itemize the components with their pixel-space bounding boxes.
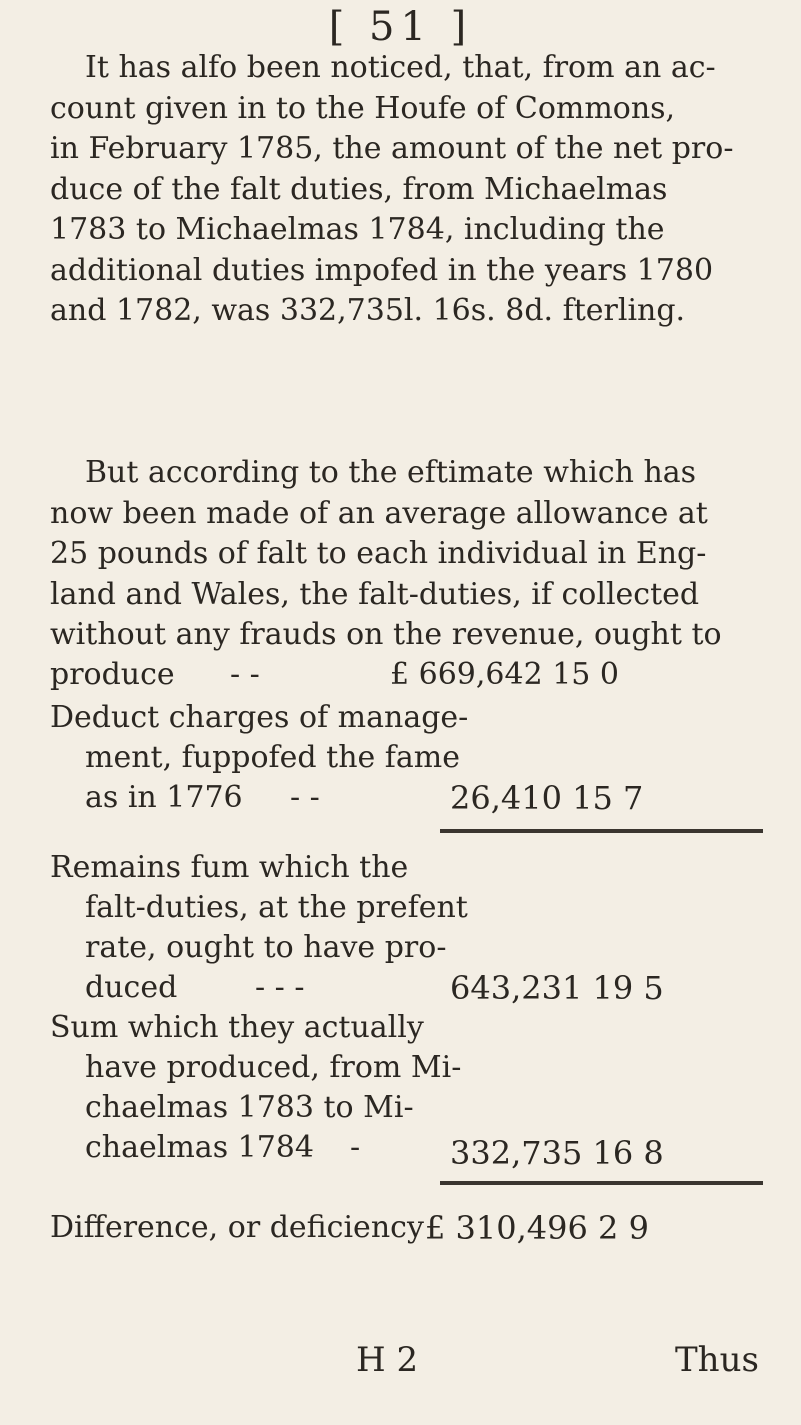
deduct-line: ment, fuppofed the fame (85, 740, 460, 775)
deduct-entry (50, 698, 770, 818)
sum-rule (440, 829, 763, 833)
difference-amount: £ 310,496 2 9 (425, 1209, 649, 1247)
remains-line: Remains fum which the (50, 850, 409, 885)
produce-amount: £ 669,642 15 0 (390, 657, 620, 692)
remains-entry (50, 848, 770, 1008)
remains-amount: 643,231 19 5 (450, 969, 664, 1007)
paragraph-salt-duty-account (50, 48, 750, 332)
page-number: [ 51 ] (328, 4, 473, 50)
deduct-line: as in 1776 (85, 780, 243, 815)
actual-line: chaelmas 1784 (85, 1130, 314, 1165)
remains-line: falt-duties, at the prefent (85, 890, 468, 925)
remains-line: rate, ought to have pro- (85, 930, 447, 965)
paragraph-estimate (50, 453, 750, 656)
text-line: count given in to the Houfe of Commons, (50, 90, 676, 126)
deduct-dashes: - - (290, 780, 320, 815)
actual-line: chaelmas 1783 to Mi- (85, 1090, 414, 1125)
actual-amount: 332,735 16 8 (450, 1134, 664, 1172)
text-line: land and Wales, the falt-duties, if collected (50, 576, 700, 612)
deduct-amount: 26,410 15 7 (450, 779, 644, 817)
produce-label: produce (50, 657, 175, 692)
text-line: duce of the falt duties, from Michaelmas (50, 171, 668, 207)
deduct-line: Deduct charges of manage- (50, 700, 469, 735)
total-rule (440, 1181, 763, 1185)
text-line: in February 1785, the amount of the net pro- (50, 131, 734, 166)
catchword: Thus (675, 1340, 759, 1380)
text-line: and 1782, was 332,735l. 16s. 8d. fterling. (50, 293, 686, 328)
text-line: now been made of an average allowance at (50, 495, 708, 531)
actual-line: Sum which they actually (50, 1010, 424, 1045)
text-line: But according to the eftimate which has (85, 455, 697, 490)
actual-dashes: - (350, 1130, 361, 1165)
produce-dashes: - - (230, 657, 260, 692)
text-line: without any frauds on the revenue, ought to (50, 617, 722, 652)
difference-label: Difference, or deficiency (50, 1210, 424, 1245)
actual-line: have produced, from Mi- (85, 1050, 462, 1085)
text-line: 1783 to Michaelmas 1784, including the (50, 212, 665, 247)
text-line: It has alfo been noticed, that, from an ac- (85, 50, 716, 85)
text-line: additional duties impofed in the years 1780 (50, 252, 714, 288)
signature-mark: H 2 (356, 1340, 419, 1380)
actual-entry (50, 1008, 770, 1172)
text-line: 25 pounds of falt to each individual in Eng- (50, 536, 707, 571)
remains-dashes: - - - (255, 970, 305, 1005)
remains-line: duced (85, 970, 178, 1005)
